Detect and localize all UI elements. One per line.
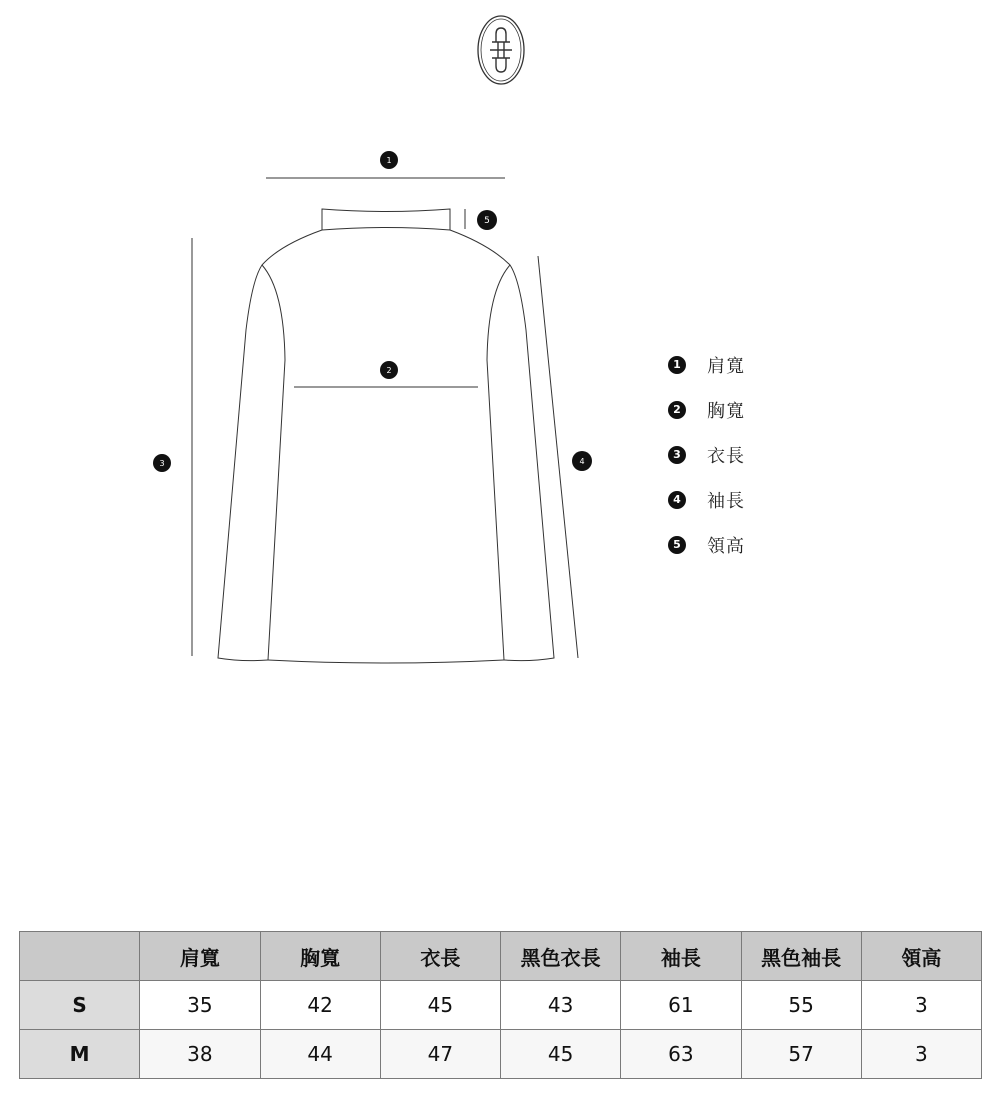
svg-text:2: 2 [386, 366, 392, 375]
size-label-cell: S [20, 981, 140, 1030]
legend-item [668, 342, 745, 387]
table-cell: 45 [380, 981, 500, 1030]
svg-text:4: 4 [579, 457, 585, 466]
sleeve-length-line [538, 256, 578, 658]
marker-5 [477, 210, 497, 230]
table-header-cell: 袖長 [621, 932, 741, 981]
size-chart-table [19, 931, 982, 1079]
legend-number-badge: 5 [668, 536, 686, 554]
size-label-cell: M [20, 1030, 140, 1079]
legend-number-badge: 4 [668, 491, 686, 509]
table-cell: 38 [140, 1030, 260, 1079]
legend-number-badge: 1 [668, 356, 686, 374]
table-header-cell: 領高 [861, 932, 981, 981]
table-cell: 45 [501, 1030, 621, 1079]
legend-label: 領高 [707, 535, 745, 557]
table-cell: 35 [140, 981, 260, 1030]
table-header-cell: 黑色袖長 [741, 932, 861, 981]
table-cell: 44 [260, 1030, 380, 1079]
legend-label: 肩寬 [707, 355, 745, 377]
table-cell: 43 [501, 981, 621, 1030]
table-cell: 57 [741, 1030, 861, 1079]
table-header-cell: 胸寬 [260, 932, 380, 981]
legend-item [668, 387, 745, 432]
marker-1 [380, 151, 398, 169]
table-cell: 3 [861, 1030, 981, 1079]
marker-3 [153, 454, 171, 472]
legend-number-badge: 2 [668, 401, 686, 419]
legend-label: 衣長 [707, 445, 745, 467]
marker-2 [380, 361, 398, 379]
marker-4 [572, 451, 592, 471]
table-cell: 55 [741, 981, 861, 1030]
table-cell: 63 [621, 1030, 741, 1079]
table-header-cell [20, 932, 140, 981]
garment-outline [218, 209, 554, 663]
svg-text:5: 5 [484, 216, 490, 226]
table-row [20, 1030, 982, 1079]
svg-text:1: 1 [386, 156, 392, 165]
table-header-row [20, 932, 982, 981]
legend-label: 袖長 [707, 490, 745, 512]
legend-number-badge: 3 [668, 446, 686, 464]
table-header-cell: 肩寬 [140, 932, 260, 981]
table-cell: 47 [380, 1030, 500, 1079]
table-cell: 3 [861, 981, 981, 1030]
table-header-cell: 衣長 [380, 932, 500, 981]
measurement-legend [668, 342, 745, 567]
legend-item [668, 522, 745, 567]
svg-text:3: 3 [159, 459, 165, 468]
table-row [20, 981, 982, 1030]
legend-item [668, 432, 745, 477]
legend-label: 胸寬 [707, 400, 745, 422]
table-cell: 61 [621, 981, 741, 1030]
table-header-cell: 黑色衣長 [501, 932, 621, 981]
table-cell: 42 [260, 981, 380, 1030]
legend-item [668, 477, 745, 522]
